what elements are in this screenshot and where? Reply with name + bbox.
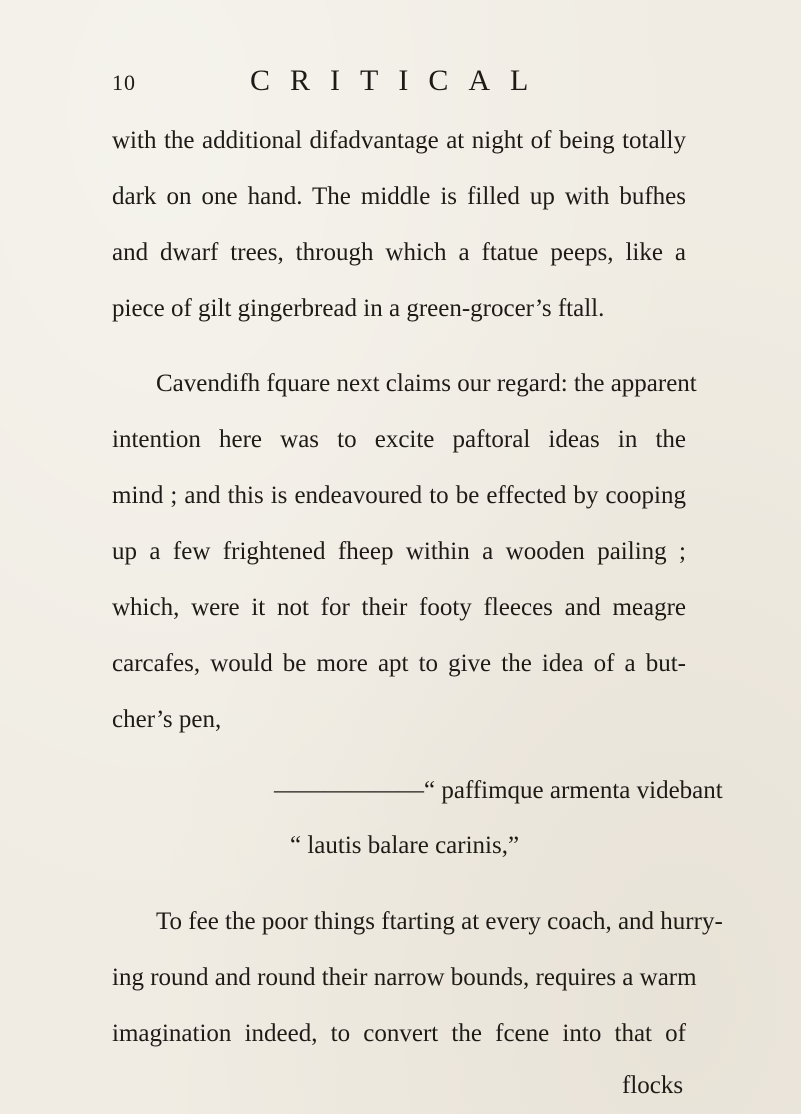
text-line: with the additional difadvantage at night of being totally: [112, 127, 686, 154]
text-line: ing round and round their narrow bounds, requires a warm: [112, 964, 697, 991]
text-line: mind ; and this is endeavoured to be effected by cooping: [112, 482, 686, 509]
quotation-line: ——————“ paffimque armenta videbant: [274, 777, 723, 804]
text-line: To fee the poor things ftarting at every coach, and hurry-: [156, 908, 723, 935]
running-head: CRITICAL: [250, 64, 549, 97]
page-number: 10: [112, 70, 136, 95]
text-line: carcafes, would be more apt to give the idea of a but-: [112, 650, 686, 677]
text-line: intention here was to excite paftoral ideas in the: [112, 426, 686, 453]
quotation-line: “ lautis balare carinis,”: [290, 832, 520, 859]
text-line: up a few frightened fheep within a wooden pailing ;: [112, 538, 686, 565]
text-line: and dwarf trees, through which a ftatue peeps, like a: [112, 239, 686, 266]
text-line: dark on one hand. The middle is filled up with bufhes: [112, 183, 686, 210]
text-line: Cavendifh fquare next claims our regard: the apparent: [156, 370, 697, 397]
text-line: imagination indeed, to convert the fcene into that of: [112, 1020, 686, 1047]
page-header: [112, 64, 592, 104]
text-line: cher’s pen,: [112, 706, 222, 733]
text-line: which, were it not for their footy fleeces and meagre: [112, 594, 686, 621]
text-line: piece of gilt gingerbread in a green-grocer’s ftall.: [112, 295, 605, 322]
catchword: flocks: [622, 1072, 684, 1099]
